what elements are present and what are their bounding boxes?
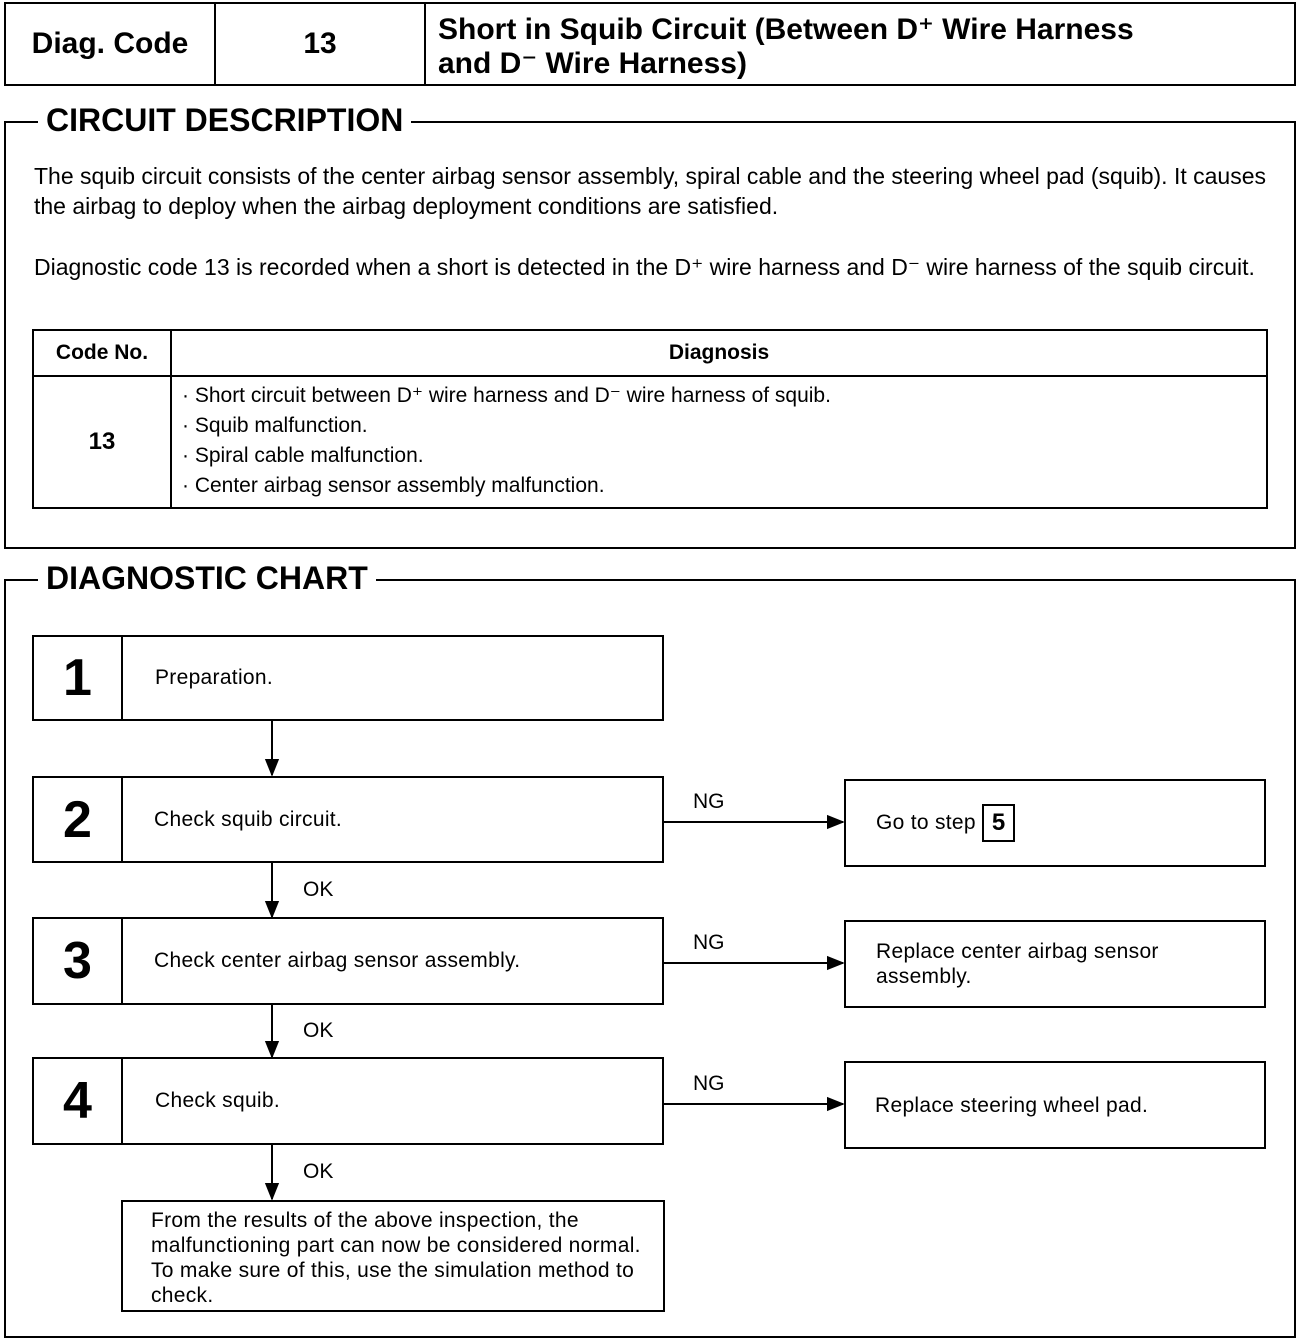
step-text: Check squib.	[155, 1089, 280, 1112]
ng-label-step3: NG	[693, 931, 725, 954]
ng-action-text: Replace steering wheel pad.	[875, 1093, 1149, 1117]
table-cell-code: 13	[33, 376, 171, 508]
ok-label-step4: OK	[303, 1160, 334, 1183]
step-number: 4	[34, 1059, 123, 1143]
ok-label-step2: OK	[303, 878, 334, 901]
ng-action-text: Replace center airbag sensor assembly.	[876, 940, 1159, 988]
diagnosis-item: · Short circuit between D⁺ wire harness and D⁻ wire harness of squib.	[182, 384, 831, 407]
step-number: 3	[34, 919, 123, 1003]
step-box-1	[32, 635, 664, 721]
ng-action-box-step4	[844, 1061, 1266, 1149]
ng-action-box-step3	[844, 920, 1266, 1008]
final-result-text: From the results of the above inspection, the malfunctioning part can now be considered normal. To make sure of this, use the simulation method to check.	[151, 1209, 641, 1307]
step-box-2	[32, 776, 664, 863]
diagnosis-item: · Squib malfunction.	[182, 414, 368, 437]
ng-label-step2: NG	[693, 790, 725, 813]
step-text: Check squib circuit.	[154, 807, 343, 831]
diag-title-line2: and D⁻ Wire Harness)	[438, 47, 747, 80]
diagnostic-chart-heading: DIAGNOSTIC CHART	[38, 560, 376, 596]
circuit-description-paragraph-2: Diagnostic code 13 is recorded when a short is detected in the D⁺ wire harness and D⁻ wire harness of the squib circuit.	[34, 254, 1255, 280]
step-number: 2	[34, 778, 123, 861]
step-text: Preparation.	[155, 666, 274, 689]
diag-code-number: 13	[303, 27, 337, 60]
step-number: 1	[34, 637, 123, 719]
step-box-4	[32, 1057, 664, 1145]
go-to-step-text: Go to step	[876, 811, 976, 834]
circuit-description-heading: CIRCUIT DESCRIPTION	[38, 102, 411, 138]
ng-action-box-step2	[844, 779, 1266, 867]
go-to-step-ref: 5	[982, 804, 1015, 842]
diagnosis-item: · Spiral cable malfunction.	[182, 444, 424, 467]
step-box-3	[32, 917, 664, 1005]
diag-code-label: Diag. Code	[31, 27, 189, 60]
table-header-diagnosis: Diagnosis	[171, 330, 1267, 376]
table-header-code: Code No.	[33, 330, 171, 376]
diag-title-line1: Short in Squib Circuit (Between D⁺ Wire Harness	[438, 13, 1134, 46]
step-text: Check center airbag sensor assembly.	[154, 949, 521, 972]
circuit-description-paragraph-1: The squib circuit consists of the center airbag sensor assembly, spiral cable and the steering wheel pad (squib). It causes the airbag to deploy when the airbag deployment conditions are satisfied.	[34, 163, 1266, 219]
ng-label-step4: NG	[693, 1072, 725, 1095]
final-result-box	[121, 1200, 665, 1312]
ok-label-step3: OK	[303, 1019, 334, 1042]
diagnosis-item: · Center airbag sensor assembly malfunction.	[182, 474, 605, 497]
